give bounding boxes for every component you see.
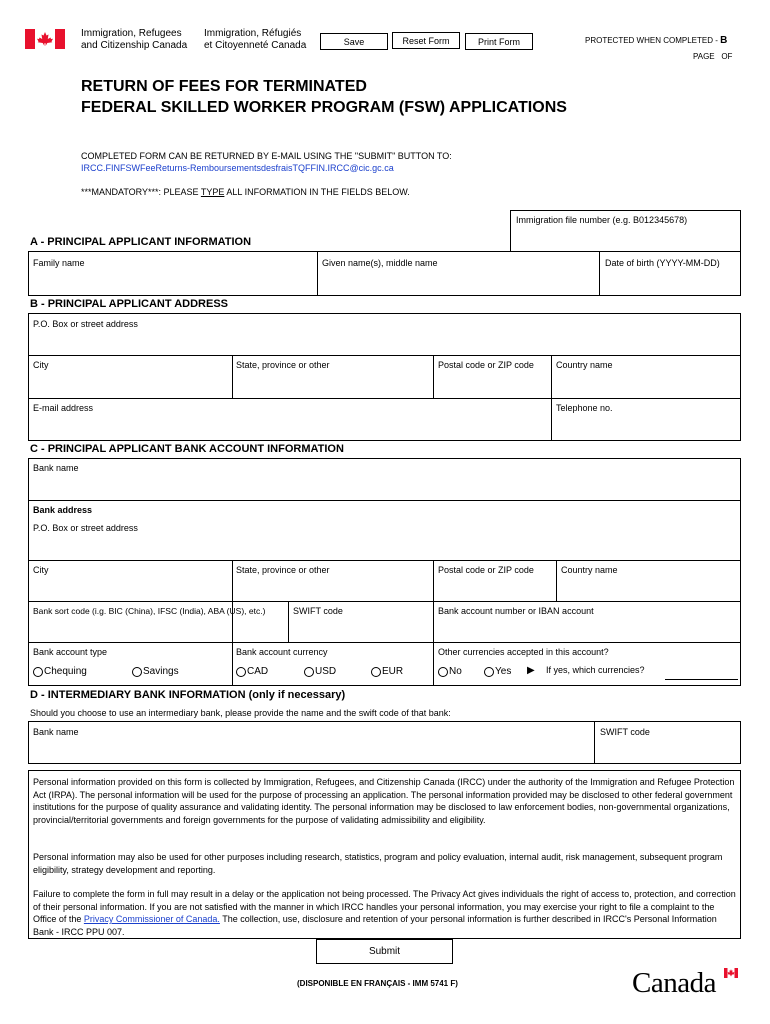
- province-input[interactable]: [235, 372, 431, 396]
- usd-label: USD: [315, 666, 337, 677]
- section-d-table: [28, 721, 741, 764]
- submission-email: IRCC.FINFSWFeeReturns-RemboursementsdesfraisTQFFIN.IRCC@cic.gc.ca: [81, 163, 394, 173]
- canada-wordmark-text: Canada: [632, 967, 716, 999]
- savings-radio[interactable]: [132, 667, 142, 677]
- privacy-notice: [28, 770, 741, 939]
- telephone-label: Telephone no.: [556, 403, 613, 413]
- intermediary-swift-label: SWIFT code: [600, 727, 650, 737]
- section-a-title: A - PRINCIPAL APPLICANT INFORMATION: [30, 236, 252, 248]
- section-a-table: [28, 251, 741, 296]
- swift-label: SWIFT code: [293, 606, 343, 616]
- province-label: State, province or other: [236, 360, 330, 370]
- section-d-title: D - INTERMEDIARY BANK INFORMATION (only if necessary): [30, 689, 346, 701]
- mandatory-note: ***MANDATORY***: PLEASE TYPE ALL INFORMATION IN THE FIELDS BELOW.: [81, 187, 410, 197]
- privacy-paragraph-2: Personal information may also be used for other purposes including research, statistics, program and policy evaluation, internal audit, risk management, subsequent program eligibility, strategy development and reporting.: [33, 852, 723, 875]
- print-form-button[interactable]: Print Form: [465, 33, 533, 50]
- bank-province-input[interactable]: [235, 577, 431, 599]
- given-names-label: Given name(s), middle name: [322, 258, 438, 268]
- eur-radio[interactable]: [371, 667, 381, 677]
- section-b-title: B - PRINCIPAL APPLICANT ADDRESS: [30, 298, 229, 310]
- save-button[interactable]: Save: [320, 33, 388, 50]
- country-input[interactable]: [554, 372, 738, 396]
- bank-address-label: Bank address: [33, 505, 93, 515]
- file-number-field[interactable]: [510, 210, 741, 255]
- wordmark-flag-icon: [724, 968, 738, 978]
- file-number-label: Immigration file number (e.g. B012345678): [516, 215, 688, 225]
- bank-postal-input[interactable]: [436, 577, 554, 599]
- street-input[interactable]: [31, 331, 738, 353]
- postal-input[interactable]: [436, 372, 549, 396]
- bank-province-label: State, province or other: [236, 565, 330, 575]
- chequing-radio[interactable]: [33, 667, 43, 677]
- bank-name-input[interactable]: [31, 475, 738, 498]
- account-type-label: Bank account type: [33, 647, 108, 657]
- department-name-en: Immigration, Refugees and Citizenship Canada: [81, 28, 188, 51]
- account-number-input[interactable]: [436, 618, 738, 640]
- bank-country-input[interactable]: [559, 577, 738, 599]
- bank-street-input[interactable]: [31, 535, 738, 558]
- family-name-label: Family name: [33, 258, 85, 268]
- bank-city-input[interactable]: [31, 577, 230, 599]
- intro-instruction: COMPLETED FORM CAN BE RETURNED BY E-MAIL USING THE "SUBMIT" BUTTON TO:: [81, 151, 452, 161]
- privacy-commissioner-link[interactable]: Privacy Commissioner of Canada.: [83, 914, 220, 924]
- section-d-instruction: Should you choose to use an intermediary bank, please provide the name and the swift code of that bank:: [30, 708, 451, 718]
- bank-name-label: Bank name: [33, 463, 79, 473]
- section-c-title: C - PRINCIPAL APPLICANT BANK ACCOUNT INFORMATION: [30, 443, 344, 455]
- protected-label: PROTECTED WHEN COMPLETED - B: [585, 35, 728, 46]
- dob-input[interactable]: [602, 270, 738, 292]
- telephone-input[interactable]: [554, 415, 738, 439]
- section-c-table: [28, 458, 741, 686]
- submit-button[interactable]: Submit: [316, 939, 453, 964]
- city-input[interactable]: [31, 372, 230, 396]
- privacy-paragraph-3: Failure to complete the form in full may result in a delay or the application not being processed. The Privacy Act gives individuals the right of access to, protection, and correction of their personal information. If you are not satisfied with the manner in which IRCC handles your personal information, you may exercise your right to file a complaint to the Office of the Privacy Commissioner of Canada. The collection, use, disclosure and retention of your personal information is further described in IRCC's Personal Information Bank - IRCC PPU 007.: [33, 889, 736, 937]
- no-radio[interactable]: [438, 667, 448, 677]
- city-label: City: [33, 360, 49, 370]
- country-label: Country name: [556, 360, 613, 370]
- which-currencies-label: If yes, which currencies?: [546, 665, 645, 675]
- section-b-table: [28, 313, 741, 441]
- page-indicator: PAGE OF: [693, 52, 733, 61]
- page-title: RETURN OF FEES FOR TERMINATED FEDERAL SKILLED WORKER PROGRAM (FSW) APPLICATIONS: [81, 78, 567, 116]
- email-label: E-mail address: [33, 403, 94, 413]
- family-name-input[interactable]: [31, 270, 315, 292]
- cad-radio[interactable]: [236, 667, 246, 677]
- other-currencies-label: Other currencies accepted in this account?: [438, 647, 609, 657]
- department-name-fr: Immigration, Réfugiés et Citoyenneté Canada: [204, 28, 307, 51]
- chequing-label: Chequing: [44, 666, 87, 677]
- sort-code-label: Bank sort code (i.g. BIC (China), IFSC (India), ABA (US), etc.): [33, 606, 266, 616]
- intermediary-bank-name-input[interactable]: [31, 739, 592, 761]
- currency-label: Bank account currency: [236, 647, 328, 657]
- bank-city-label: City: [33, 565, 49, 575]
- yes-label: Yes: [495, 666, 512, 677]
- street-label: P.O. Box or street address: [33, 319, 138, 329]
- swift-input[interactable]: [291, 618, 431, 640]
- privacy-paragraph-1: Personal information provided on this form is collected by Immigration, Refugees, and Citizenship Canada (IRCC) under the authority of the Immigration and Refugee Protection Act (IRPA). The personal information will be used for the purpose of processing an application. The personal information provided may be disclosed to other federal government institutions for the purpose of quality assurance and validating identity. The personal information may be disclosed to law enforcement bodies, non-governmental organizations, provincial/territorial governments and foreign governments for the purpose of validating admissibility and eligibility.: [33, 777, 735, 825]
- savings-label: Savings: [143, 666, 179, 677]
- intermediary-bank-name-label: Bank name: [33, 727, 79, 737]
- canada-flag-icon: [25, 29, 65, 49]
- postal-label: Postal code or ZIP code: [438, 360, 534, 370]
- intermediary-swift-input[interactable]: [597, 739, 738, 761]
- cad-label: CAD: [247, 666, 269, 677]
- bank-postal-label: Postal code or ZIP code: [438, 565, 534, 575]
- dob-label: Date of birth (YYYY-MM-DD): [605, 258, 720, 268]
- arrow-right-icon: ▶: [527, 665, 535, 676]
- usd-radio[interactable]: [304, 667, 314, 677]
- bank-street-label: P.O. Box or street address: [33, 523, 138, 533]
- form-code: (DISPONIBLE EN FRANÇAIS - IMM 5741 F): [297, 979, 458, 988]
- eur-label: EUR: [382, 666, 404, 677]
- account-number-label: Bank account number or IBAN account: [438, 606, 594, 616]
- yes-radio[interactable]: [484, 667, 494, 677]
- no-label: No: [449, 666, 462, 677]
- which-currencies-input[interactable]: [665, 664, 738, 680]
- bank-country-label: Country name: [561, 565, 618, 575]
- canada-wordmark: [632, 968, 742, 1000]
- sort-code-input[interactable]: [31, 618, 286, 640]
- email-input[interactable]: [31, 415, 549, 439]
- given-names-input[interactable]: [320, 270, 597, 292]
- reset-form-button[interactable]: Reset Form: [392, 32, 460, 49]
